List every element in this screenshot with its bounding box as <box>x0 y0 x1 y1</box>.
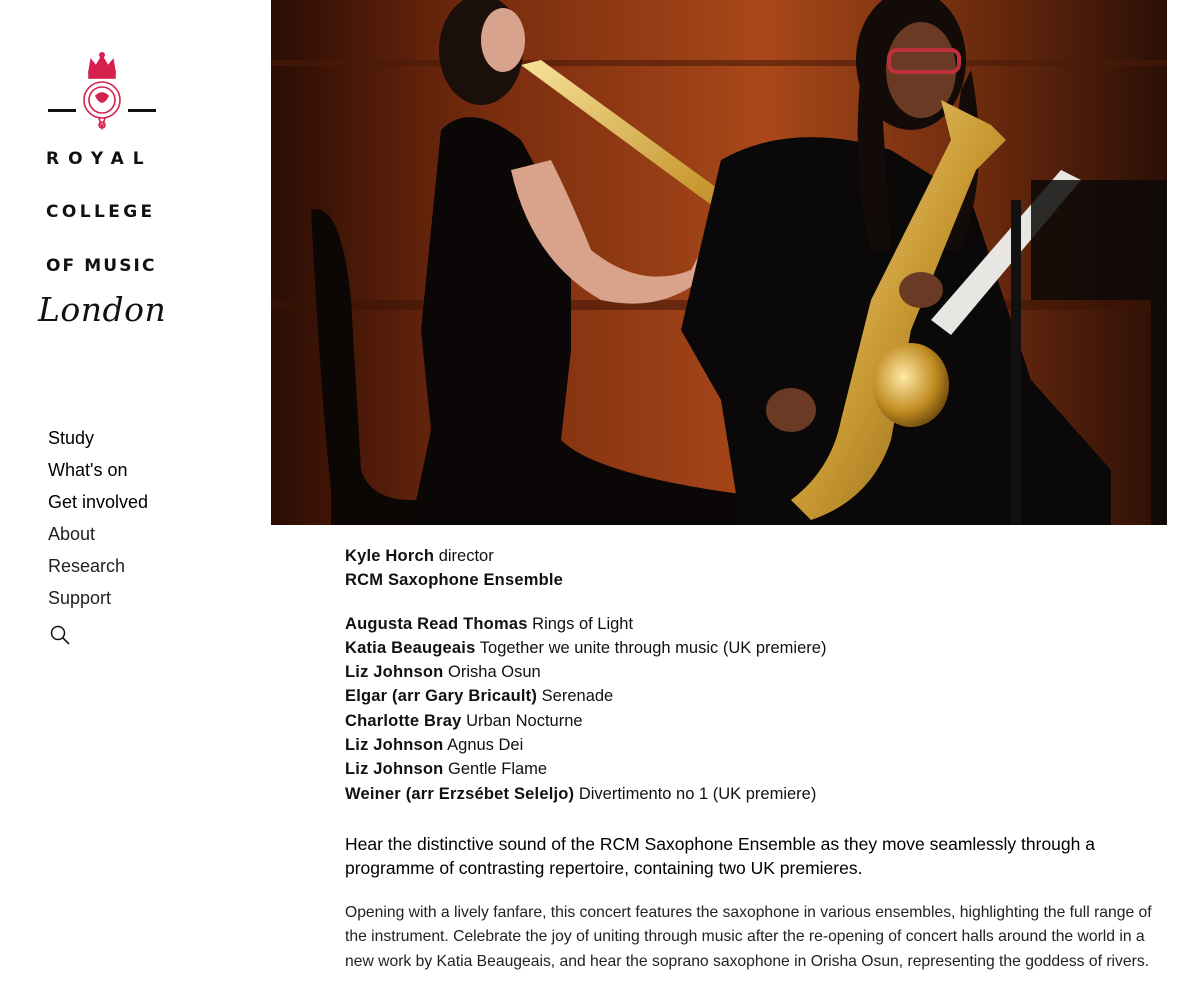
credit-line <box>345 568 1160 592</box>
programme-item <box>345 612 1160 636</box>
logo-word-london: London <box>38 290 167 329</box>
event-details <box>345 544 1160 974</box>
work: Serenade <box>541 687 614 706</box>
event-description: Opening with a lively fanfare, this concert features the saxophone in various ensembles, highlighting the full range of the instrument. Celebrate the joy of uniting through music after the re-opening of concert halls around the world in a new work by Katia Beaugeais, and hear the soprano saxophone in Orisha Osun, representing the goddess of rivers. <box>345 903 1152 970</box>
composer: Katia Beaugeais <box>345 638 476 657</box>
work: Agnus Dei <box>447 736 524 755</box>
rcm-logo[interactable] <box>36 52 166 342</box>
programme-item <box>345 636 1160 660</box>
sidebar <box>0 0 270 1000</box>
hero-photo <box>271 0 1167 525</box>
royal-crest-icon <box>79 52 125 132</box>
credits <box>345 544 1160 593</box>
composer: Liz Johnson <box>345 760 444 779</box>
work: Together we unite through music (UK premiere) <box>479 638 827 657</box>
nav-item-whats-on[interactable]: What's on <box>48 460 128 480</box>
main-nav <box>48 424 148 616</box>
programme-item <box>345 660 1160 684</box>
programme-item <box>345 684 1160 708</box>
composer: Liz Johnson <box>345 663 444 682</box>
composer: Weiner (arr Erzsébet Seleljo) <box>345 784 575 803</box>
work: Divertimento no 1 (UK premiere) <box>578 784 817 803</box>
composer: Charlotte Bray <box>345 711 462 730</box>
programme-item <box>345 733 1160 757</box>
nav-item-research[interactable]: Research <box>48 556 126 576</box>
crest-row <box>48 52 156 132</box>
work: Gentle Flame <box>448 760 548 779</box>
programme-item <box>345 782 1160 806</box>
event-lead-paragraph: Hear the distinctive sound of the RCM Saxophone Ensemble as they move seamlessly through a programme of contrasting repertoire, containing two UK premieres. <box>345 833 1095 879</box>
crest-rule-right <box>128 109 156 112</box>
saxophone-duo-photo <box>271 0 1167 525</box>
logo-word-royal: ROYAL <box>46 149 153 169</box>
search-icon[interactable] <box>48 623 72 647</box>
work: Urban Nocturne <box>466 711 583 730</box>
programme-item <box>345 709 1160 733</box>
logo-word-college: COLLEGE <box>46 202 156 222</box>
crest-rule-left <box>48 109 76 112</box>
credit-line <box>345 544 1160 568</box>
programme-item <box>345 757 1160 781</box>
logo-word-of-music: OF MUSIC <box>46 256 157 276</box>
composer: Elgar (arr Gary Bricault) <box>345 687 538 706</box>
work: Rings of Light <box>532 614 634 633</box>
work: Orisha Osun <box>448 663 541 682</box>
nav-item-about[interactable]: About <box>48 524 96 544</box>
credit-name: Kyle Horch <box>345 547 435 565</box>
nav-item-support[interactable]: Support <box>48 588 112 608</box>
nav-item-get-involved[interactable]: Get involved <box>48 492 149 512</box>
nav-item-study[interactable]: Study <box>48 428 95 448</box>
credit-role: director <box>438 547 494 565</box>
composer: Augusta Read Thomas <box>345 614 528 633</box>
composer: Liz Johnson <box>345 736 444 755</box>
credit-name: RCM Saxophone Ensemble <box>345 571 564 590</box>
programme-list <box>345 612 1160 806</box>
